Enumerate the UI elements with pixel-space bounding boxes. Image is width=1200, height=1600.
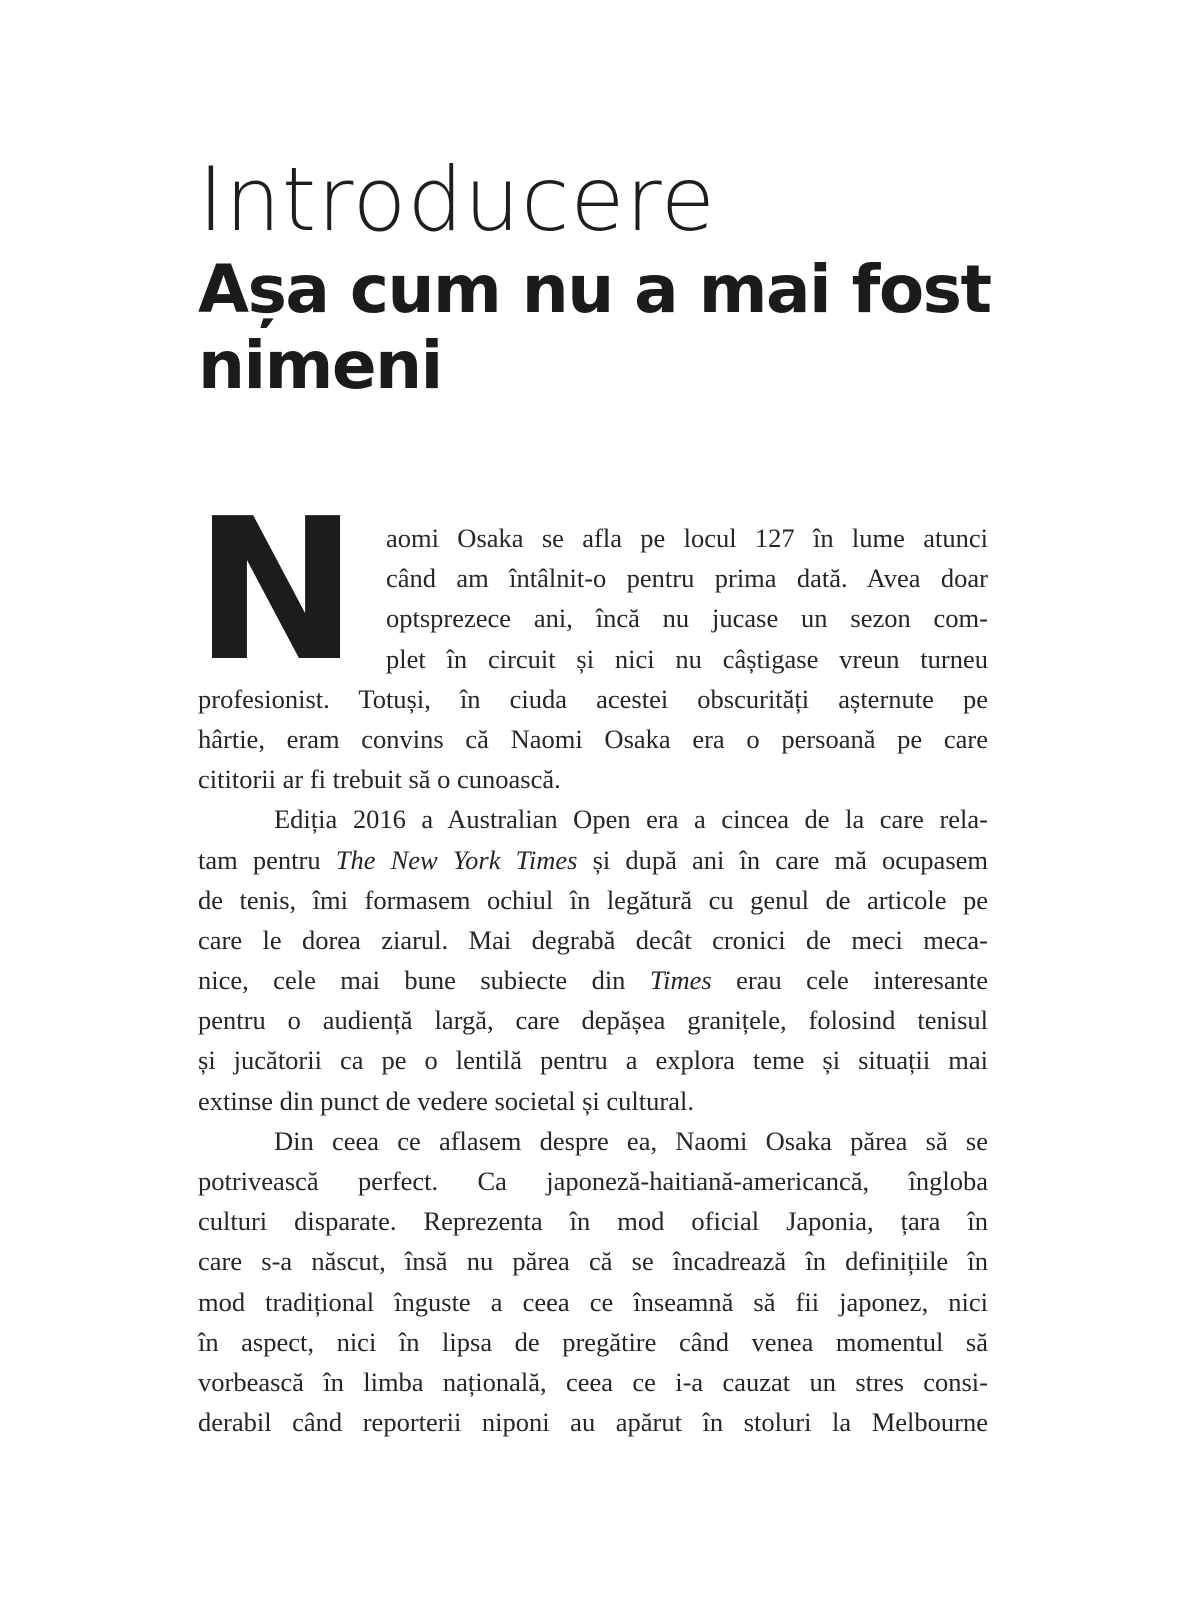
paragraph-2-line-2-pre: tam pentru <box>198 844 336 875</box>
paragraph-2-line-6: pentru o audiență largă, care depășea granițele, folosind tenisul <box>198 1005 988 1036</box>
paragraph-1-line-5: profesionist. Totuși, în ciuda acestei obscurități așternute pe <box>198 683 988 714</box>
paragraph-1-line-3: optsprezece ani, încă nu jucase un sezon com- <box>386 603 988 634</box>
paragraph-2-line-5-pre: nice, cele mai bune subiecte din <box>198 965 650 996</box>
paragraph-1-line-1: aomi Osaka se afla pe locul 127 în lume atunci <box>386 523 988 553</box>
chapter-title-line-1: Așa cum nu a mai fost <box>198 251 991 328</box>
body-text <box>198 518 988 1442</box>
paragraph-1-line-7: cititorii ar fi trebuit să o cunoască. <box>198 764 561 795</box>
drop-cap: N <box>194 477 355 705</box>
paragraph-2-line-2 <box>198 840 988 880</box>
paragraph-3-line-1: Din ceea ce aflasem despre ea, Naomi Osaka părea să se <box>274 1125 988 1156</box>
newspaper-short-title: Times <box>649 965 712 996</box>
paragraph-3-line-3: culturi disparate. Reprezenta în mod oficial Japonia, țara în <box>198 1206 988 1237</box>
paragraph-1-line-2: când am întâlnit-o pentru prima dată. Avea doar <box>386 563 988 594</box>
paragraph-2-line-7: și jucătorii ca pe o lentilă pentru a explora teme și situații mai <box>198 1045 988 1076</box>
paragraph-2-line-3: de tenis, îmi formasem ochiul în legătură cu genul de articole pe <box>198 884 988 915</box>
paragraph-3-line-4: care s-a născut, însă nu părea că se încadrează în definițiile în <box>198 1246 988 1277</box>
paragraph-3-line-8: derabil când reporterii niponi au apărut în stoluri la Melbourne <box>198 1407 988 1438</box>
paragraph-2-line-1: Ediția 2016 a Australian Open era a cincea de la care rela- <box>274 804 988 835</box>
paragraph-3-line-5: mod tradițional înguste a ceea ce înseamnă să fii japonez, nici <box>198 1286 988 1317</box>
chapter-title-line-2: nimeni <box>198 327 442 404</box>
paragraph-1-line-6: hârtie, eram convins că Naomi Osaka era o persoană pe care <box>198 723 988 754</box>
chapter-title <box>198 251 991 404</box>
chapter-label: Introducere <box>198 148 716 251</box>
paragraph-2-line-4: care le dorea ziarul. Mai degrabă decât cronici de meci meca- <box>198 924 988 955</box>
paragraph-2-line-5-post: erau cele interesante <box>711 965 988 996</box>
paragraph-2-line-2-post: și după ani în care mă ocupasem <box>577 844 989 875</box>
newspaper-title: The New York Times <box>335 844 578 875</box>
paragraph-3-line-7: vorbească în limba națională, ceea ce i-a cauzat un stres consi- <box>198 1366 988 1397</box>
paragraph-2-line-5 <box>198 960 988 1000</box>
paragraph-1-line-4: plet în circuit și nici nu câștigase vreun turneu <box>386 643 988 674</box>
book-page <box>194 0 991 1600</box>
paragraph-3-line-6: în aspect, nici în lipsa de pregătire când venea momentul să <box>198 1326 988 1357</box>
paragraph-3-line-2: potrivească perfect. Ca japoneză-haitiană-americancă, îngloba <box>198 1166 988 1196</box>
paragraph-2-line-8: extinse din punct de vedere societal și cultural. <box>198 1085 694 1116</box>
